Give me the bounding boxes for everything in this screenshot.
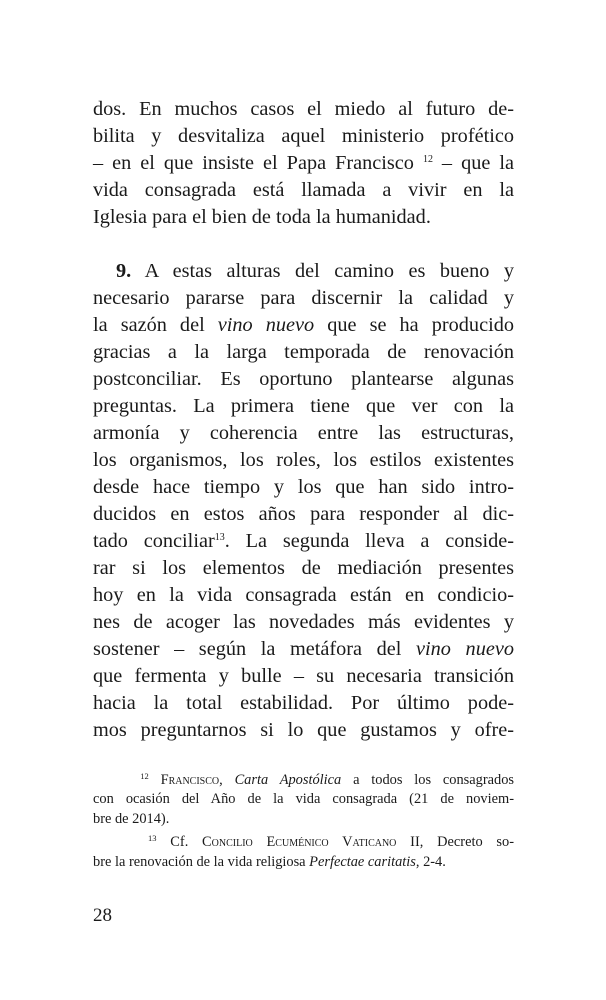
footnote-title: Perfectae caritatis xyxy=(309,853,416,870)
text-line xyxy=(93,150,514,177)
text-run: – que la xyxy=(432,152,514,174)
footnote-ref-12: 12 xyxy=(422,154,433,165)
text-line: los organismos, los roles, los estilos existentes xyxy=(93,449,514,471)
text-line: necesario pararse para discernir la calidad y xyxy=(93,287,514,309)
section-number: 9. xyxy=(116,260,132,282)
text-line: dos. En muchos casos el miedo al futuro de- xyxy=(93,98,514,120)
footnote-line: $^{12}$ Francisco, Carta Apostólica a todos los consagrados xyxy=(140,771,515,788)
text-run: , 2-4. xyxy=(415,853,446,870)
footnote-number: 12 xyxy=(140,771,149,781)
text-line: gracias a la larga temporada de renovación xyxy=(93,341,514,363)
page-body xyxy=(93,96,514,744)
text-run: Cf. xyxy=(170,834,203,851)
text-line: nes de acoger las novedades más evidentes y xyxy=(93,611,514,633)
text-line: mos preguntarnos si lo que gustamos y ofre- xyxy=(93,719,514,741)
footnotes xyxy=(93,771,514,872)
text-line xyxy=(93,312,514,339)
footnote-ref-13: 13 xyxy=(214,532,225,543)
footnote-number: 13 xyxy=(148,833,157,844)
footnote-line: bre de 2014). xyxy=(93,810,170,827)
text-line xyxy=(93,258,514,285)
text-line: vida consagrada está llamada a vivir en la xyxy=(93,179,514,201)
text-line: Iglesia para el bien de toda la humanidad. xyxy=(93,206,431,228)
footnote-line xyxy=(93,833,514,852)
paragraph-1 xyxy=(93,96,514,231)
italic-term: vino nuevo xyxy=(217,314,315,336)
text-line: hoy en la vida consagrada están en condicio- xyxy=(93,584,514,606)
text-run: II, Decreto so- xyxy=(396,834,515,851)
text-line: bilita y desvitaliza aquel ministerio profético xyxy=(93,125,514,147)
text-line xyxy=(93,636,514,663)
italic-term: vino nuevo xyxy=(416,638,514,660)
text-line: postconciliar. Es oportuno plantearse algunas xyxy=(93,368,514,390)
text-line: ducidos en estos años para responder al dic- xyxy=(93,503,514,525)
footnote-line: con ocasión del Año de la vida consagrada (21 de noviem- xyxy=(93,791,514,808)
text-run: que se ha producido xyxy=(314,314,514,336)
page-number: 28 xyxy=(93,905,112,926)
text-line: desde hace tiempo y los que han sido intro- xyxy=(93,476,514,498)
text-run: tado conciliar xyxy=(93,530,215,552)
text-line: armonía y coherencia entre las estructuras, xyxy=(93,422,514,444)
footnote-12 xyxy=(93,771,514,829)
text-line: que fermenta y bulle – su necesaria transición xyxy=(93,665,514,687)
text-line: preguntas. La primera tiene que ver con la xyxy=(93,395,514,417)
text-line xyxy=(93,528,514,555)
text-run: – en el que insiste el Papa Francisco xyxy=(93,152,423,174)
footnote-title: Carta Apostólica xyxy=(234,772,342,788)
footnote-line xyxy=(93,853,514,872)
paragraph-gap xyxy=(93,231,514,258)
footnote-author: Concilio Ecuménico Vaticano xyxy=(202,834,397,851)
footnote-13 xyxy=(93,833,514,872)
text-run: A estas alturas del camino es bueno y xyxy=(131,260,514,282)
text-line: rar si los elementos de mediación presentes xyxy=(93,557,514,579)
text-line: hacia la total estabilidad. Por último pode- xyxy=(93,692,514,714)
text-run: sostener – según la metáfora del xyxy=(93,638,417,660)
text-run: a todos los consagrados xyxy=(341,772,515,788)
text-run: la sazón del xyxy=(93,314,218,336)
text-run: . La segunda lleva a conside- xyxy=(224,530,514,552)
paragraph-9 xyxy=(93,258,514,744)
text-run: bre la renovación de la vida religiosa xyxy=(93,853,310,870)
footnote-author: Francisco xyxy=(160,772,220,788)
